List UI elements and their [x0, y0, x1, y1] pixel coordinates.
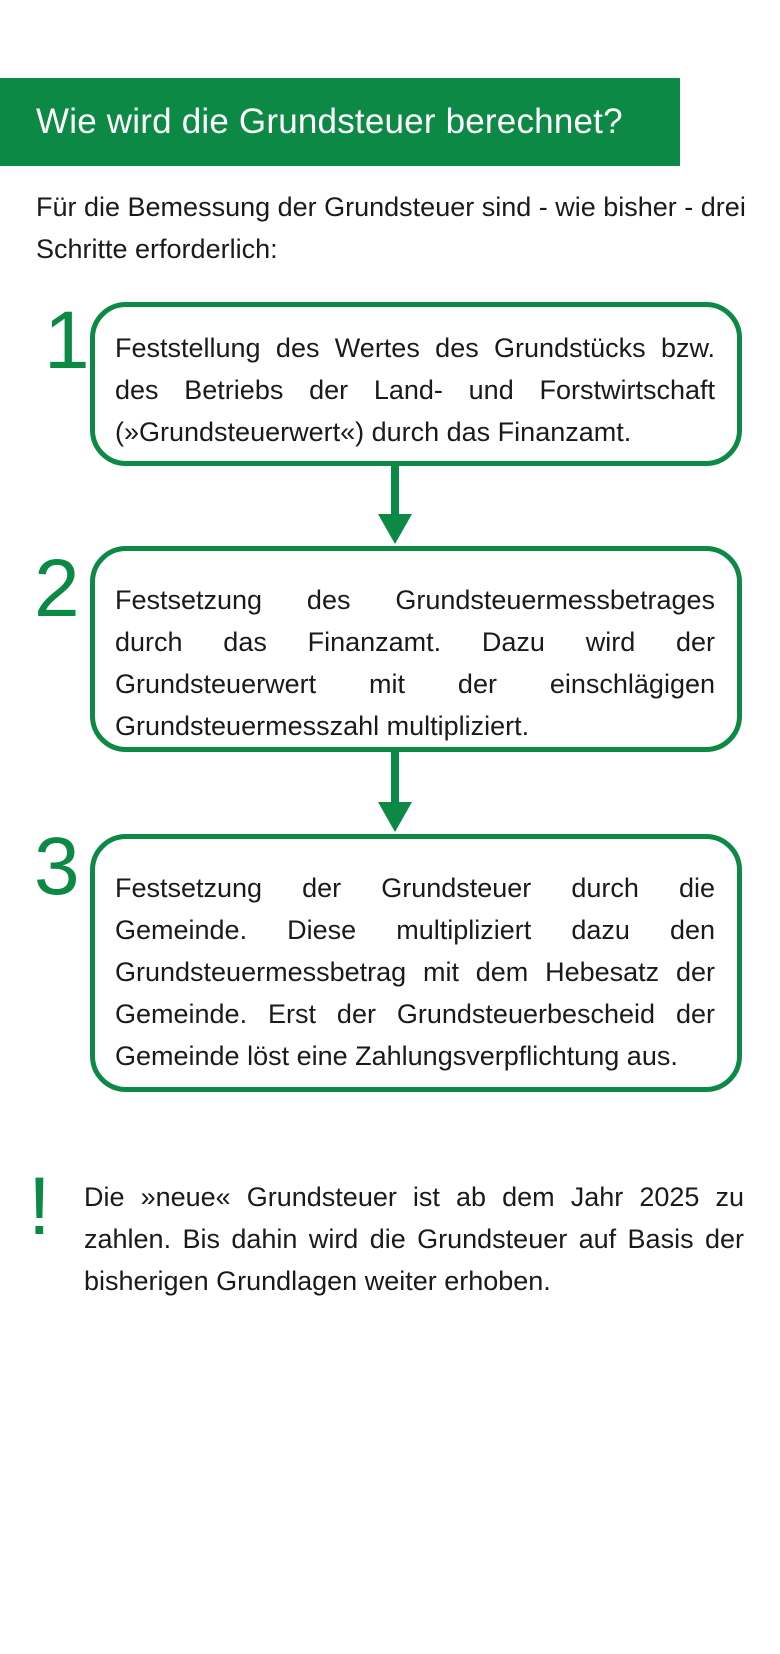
page-title: Wie wird die Grundsteuer berechnet? [36, 102, 623, 141]
step-3-number: 3 [34, 821, 80, 912]
step-2-box [90, 546, 742, 752]
title-banner [0, 78, 680, 166]
exclamation-icon: ! [28, 1161, 51, 1252]
intro-text: Für die Bemessung der Grundsteuer sind - wie bisher - drei Schritte erforderlich: [36, 192, 746, 264]
notice-text: Die »neue« Grundsteuer ist ab dem Jahr 2025 zu zahlen. Bis dahin wird die Grundsteuer auf Basis der bisherigen Grundlagen weiter erhoben. [84, 1182, 744, 1296]
step-1-number: 1 [44, 295, 90, 386]
step-3-box [90, 834, 742, 1092]
step-2-text: Festsetzung des Grundsteuermessbetrages durch das Finanzamt. Dazu wird der Grundsteuerwert mit der einschlägigen Grundsteuermesszahl multipliziert. [115, 585, 715, 741]
arrow-down-icon [378, 752, 412, 832]
step-2-number: 2 [34, 543, 80, 634]
step-1-box [90, 302, 742, 466]
step-1-text: Feststellung des Wertes des Grundstücks bzw. des Betriebs der Land- und Forstwirtschaft (»Grundsteuerwert«) durch das Finanzamt. [115, 333, 715, 447]
arrow-down-icon [378, 466, 412, 544]
step-3-text: Festsetzung der Grundsteuer durch die Gemeinde. Diese multipliziert dazu den Grundsteuermessbetrag mit dem Hebesatz der Gemeinde. Erst der Grundsteuerbescheid der Gemeinde löst eine Zahlungsverpflichtung aus. [115, 873, 715, 1071]
